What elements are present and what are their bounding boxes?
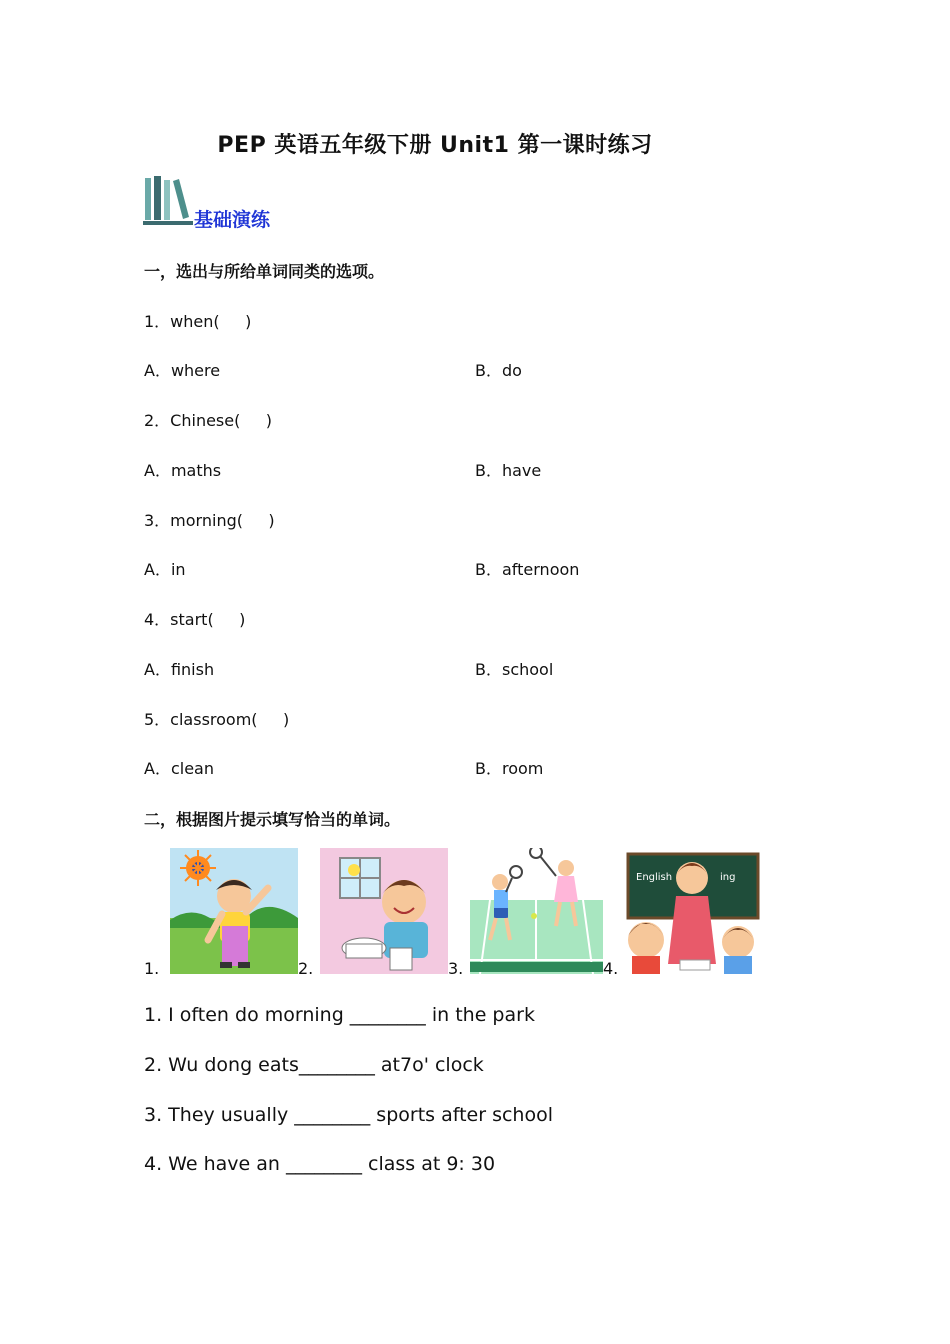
- question-1-option-a: A．where: [144, 361, 221, 380]
- picture-1-number: 1.: [144, 959, 160, 978]
- question-1: 1．when( ): [144, 312, 252, 331]
- fill-sentence-4: 4. We have an ________ class at 9: 30: [144, 1153, 496, 1175]
- question-3-option-b: B．afternoon: [475, 560, 580, 579]
- question-5-option-b: B．room: [475, 759, 544, 778]
- question-1-option-b: B．do: [475, 361, 522, 380]
- section1-heading: 一，选出与所给单词同类的选项。: [144, 262, 385, 281]
- question-5: 5．classroom( ): [144, 710, 290, 729]
- fill-sentence-2: 2. Wu dong eats________ at7o' clock: [144, 1054, 484, 1076]
- banner-label: 基础演练: [194, 209, 271, 231]
- question-2: 2．Chinese( ): [144, 411, 273, 430]
- question-2-option-a: A．maths: [144, 461, 222, 480]
- picture-3-number: 3.: [448, 959, 464, 978]
- page-title: PEP 英语五年级下册 Unit1 第一课时练习: [217, 133, 653, 158]
- fill-sentence-3: 3. They usually ________ sports after school: [144, 1104, 553, 1126]
- fill-sentence-1: 1. I often do morning ________ in the park: [144, 1004, 535, 1026]
- picture-breakfast: [320, 848, 448, 974]
- question-4-option-b: B．school: [475, 660, 554, 679]
- books-icon: [143, 175, 193, 227]
- picture-2-number: 2.: [298, 959, 314, 978]
- section-banner: [143, 175, 343, 231]
- picture-4-number: 4.: [603, 959, 619, 978]
- question-3: 3．morning( ): [144, 511, 275, 530]
- question-2-option-b: B．have: [475, 461, 542, 480]
- picture-tennis: [470, 848, 603, 974]
- picture-english-class: [624, 848, 762, 974]
- question-4: 4．start( ): [144, 610, 246, 629]
- section2-heading: 二，根据图片提示填写恰当的单词。: [144, 810, 401, 829]
- question-4-option-a: A．finish: [144, 660, 215, 679]
- question-3-option-a: A．in: [144, 560, 186, 579]
- board-text-right: ing: [720, 872, 736, 883]
- board-text-left: English: [636, 872, 673, 883]
- picture-morning-exercise: [170, 848, 298, 974]
- question-5-option-a: A．clean: [144, 759, 214, 778]
